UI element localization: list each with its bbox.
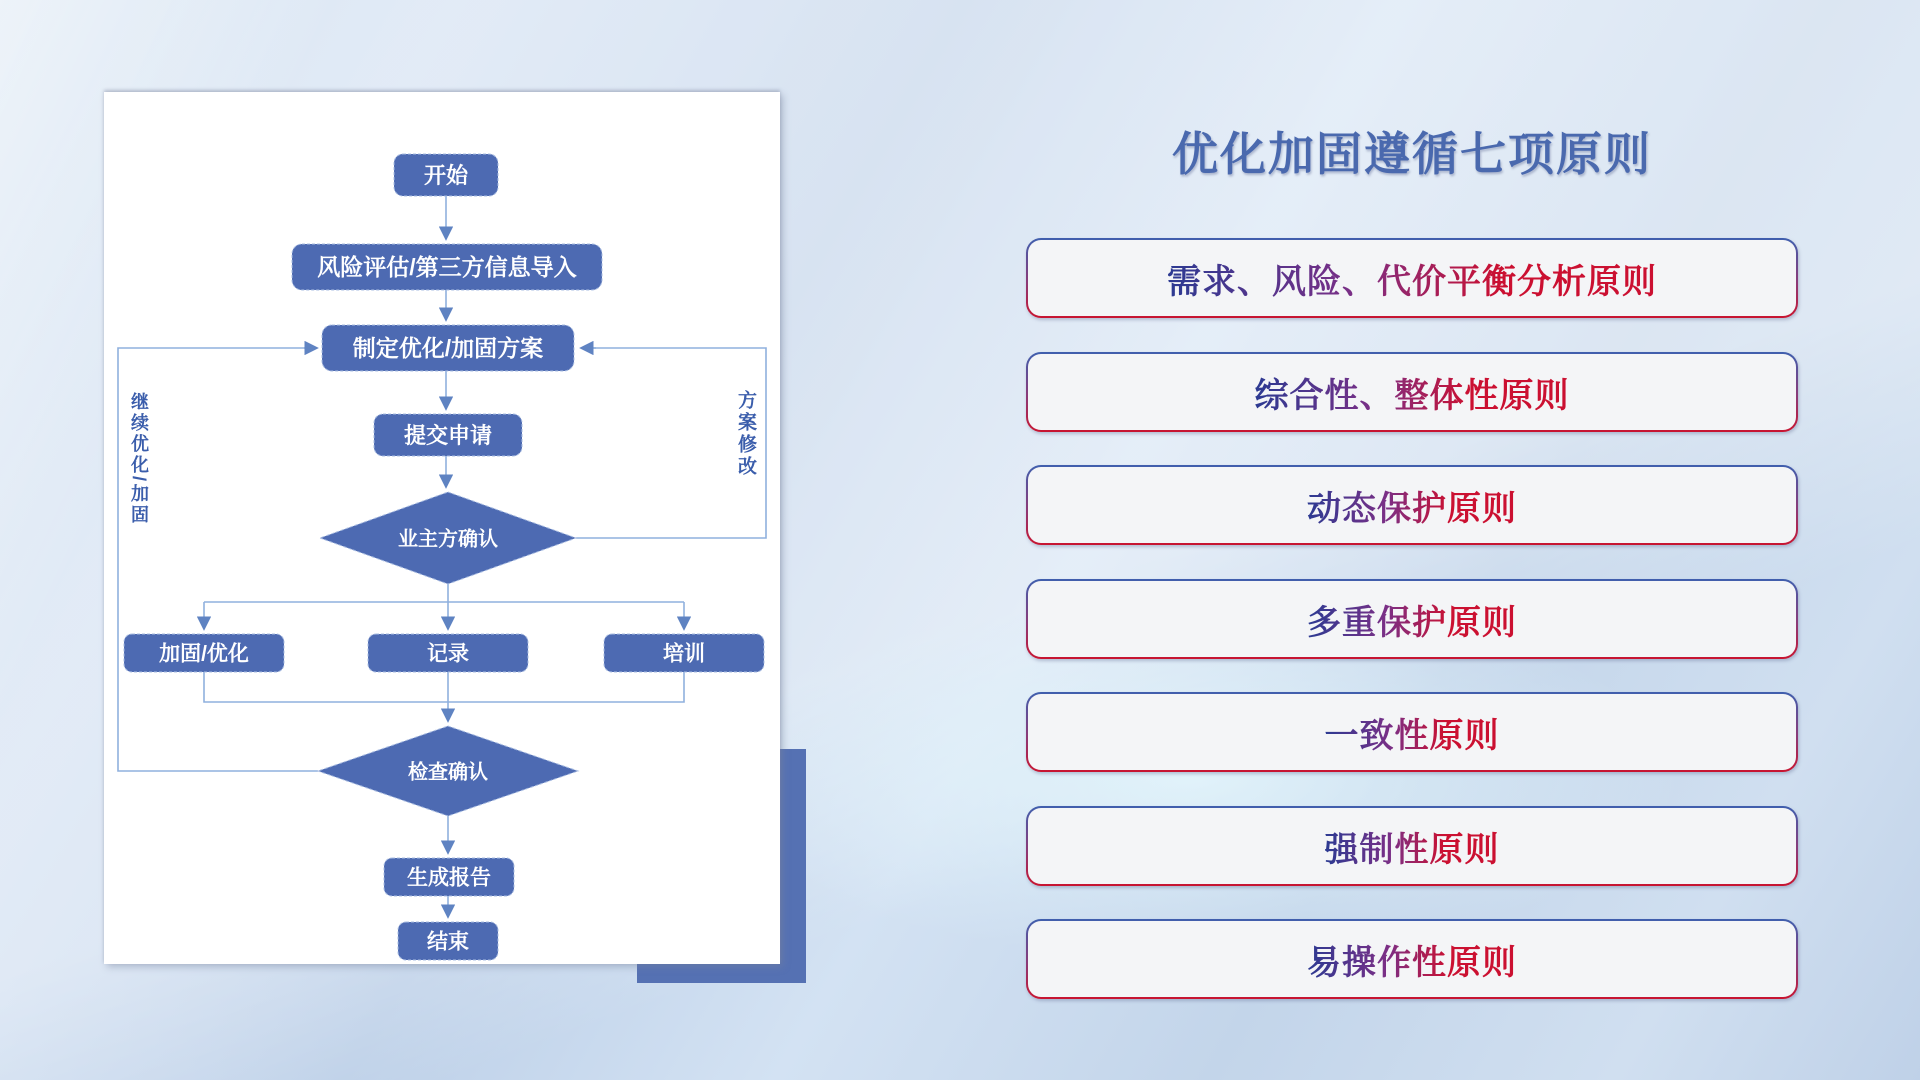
label-start: 开始 <box>423 162 469 188</box>
principle-box-1-inner <box>1028 240 1796 316</box>
principle-box-3-inner <box>1028 467 1796 543</box>
principle-box-6 <box>1026 806 1798 886</box>
label-end: 结束 <box>427 930 469 954</box>
principle-box-3 <box>1026 465 1798 545</box>
principle-text-7: 易操作性原则 <box>1307 935 1517 984</box>
flowchart-canvas <box>104 92 780 964</box>
principle-box-5 <box>1026 692 1798 772</box>
label-check-confirm: 检查确认 <box>408 761 488 784</box>
principle-box-2 <box>1026 352 1798 432</box>
principle-box-7-inner <box>1028 921 1796 997</box>
label-risk: 风险评估/第三方信息导入 <box>317 254 577 281</box>
principle-box-4 <box>1026 579 1798 659</box>
continue-loop-label: 继续优化/加固 <box>129 392 149 527</box>
revise-loop-label: 方案修改 <box>735 390 756 478</box>
principle-box-7 <box>1026 919 1798 999</box>
principle-box-5-inner <box>1028 694 1796 770</box>
principle-box-4-inner <box>1028 581 1796 657</box>
principle-box-1 <box>1026 238 1798 318</box>
label-harden: 加固/优化 <box>159 642 249 666</box>
page-title: 优化加固遵循七项原则 <box>1172 128 1652 180</box>
principle-text-3: 动态保护原则 <box>1307 481 1517 530</box>
label-report: 生成报告 <box>407 866 491 890</box>
principle-text-6: 强制性原则 <box>1325 822 1500 871</box>
principle-box-6-inner <box>1028 808 1796 884</box>
principle-box-2-inner <box>1028 354 1796 430</box>
label-plan: 制定优化/加固方案 <box>352 335 544 362</box>
label-owner-confirm: 业主方确认 <box>398 528 498 551</box>
line-merge <box>204 672 684 702</box>
principle-text-2: 综合性、整体性原则 <box>1255 368 1570 417</box>
principle-text-5: 一致性原则 <box>1325 708 1500 757</box>
label-record: 记录 <box>427 642 469 666</box>
principle-text-1: 需求、风险、代价平衡分析原则 <box>1167 254 1657 303</box>
label-training: 培训 <box>663 642 705 666</box>
principle-text-4: 多重保护原则 <box>1307 595 1517 644</box>
label-submit: 提交申请 <box>403 422 493 448</box>
flowchart-card <box>104 92 780 964</box>
